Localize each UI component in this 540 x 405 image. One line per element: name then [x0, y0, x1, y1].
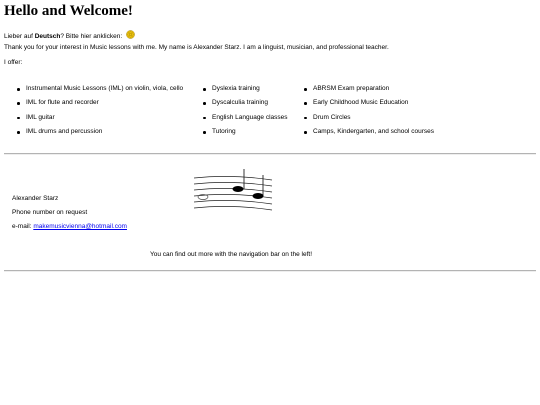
contact-name: Alexander Starz — [12, 195, 59, 202]
divider — [4, 153, 536, 155]
page-title: Hello and Welcome! — [4, 3, 133, 19]
list-item: Drum Circles — [304, 113, 434, 127]
list-item: Tutoring — [203, 127, 288, 141]
navigation-note: You can find out more with the navigation bar on the left! — [150, 251, 313, 258]
list-item: Dyscalculia training — [203, 98, 288, 112]
list-item: IML drums and percussion — [17, 127, 183, 141]
list-item: Dyslexia training — [203, 84, 288, 98]
contact-phone: Phone number on request — [12, 209, 88, 216]
list-item: English Language classes — [203, 113, 288, 127]
language-prompt — [4, 30, 135, 40]
email-label: e-mail: — [12, 223, 34, 230]
language-prompt-suffix: ? Bitte hier anklicken: — [60, 33, 123, 40]
list-item: IML for flute and recorder — [17, 98, 183, 112]
offers-list-training — [203, 84, 288, 142]
list-item: IML guitar — [17, 113, 183, 127]
intro-text: Thank you for your interest in Music lessons with me. My name is Alexander Starz. I am a linguist, musician, and professional teacher. — [4, 44, 389, 51]
list-item: Camps, Kindergarten, and school courses — [304, 127, 434, 141]
offer-label: I offer: — [4, 59, 23, 66]
german-flag-sun-icon[interactable] — [126, 30, 135, 39]
contact-email — [12, 223, 127, 230]
language-prompt-prefix: Lieber auf — [4, 33, 35, 40]
list-item: Early Childhood Music Education — [304, 98, 434, 112]
offers-list-instrumental — [17, 84, 183, 142]
divider — [4, 270, 536, 272]
offers-list-education — [304, 84, 434, 142]
music-staff-icon — [192, 168, 274, 212]
list-item: ABRSM Exam preparation — [304, 84, 434, 98]
language-prompt-language: Deutsch — [34, 33, 61, 40]
email-link[interactable]: makemusicvienna@hotmail.com — [33, 223, 127, 230]
list-item: Instrumental Music Lessons (IML) on violin, viola, cello — [17, 84, 183, 98]
